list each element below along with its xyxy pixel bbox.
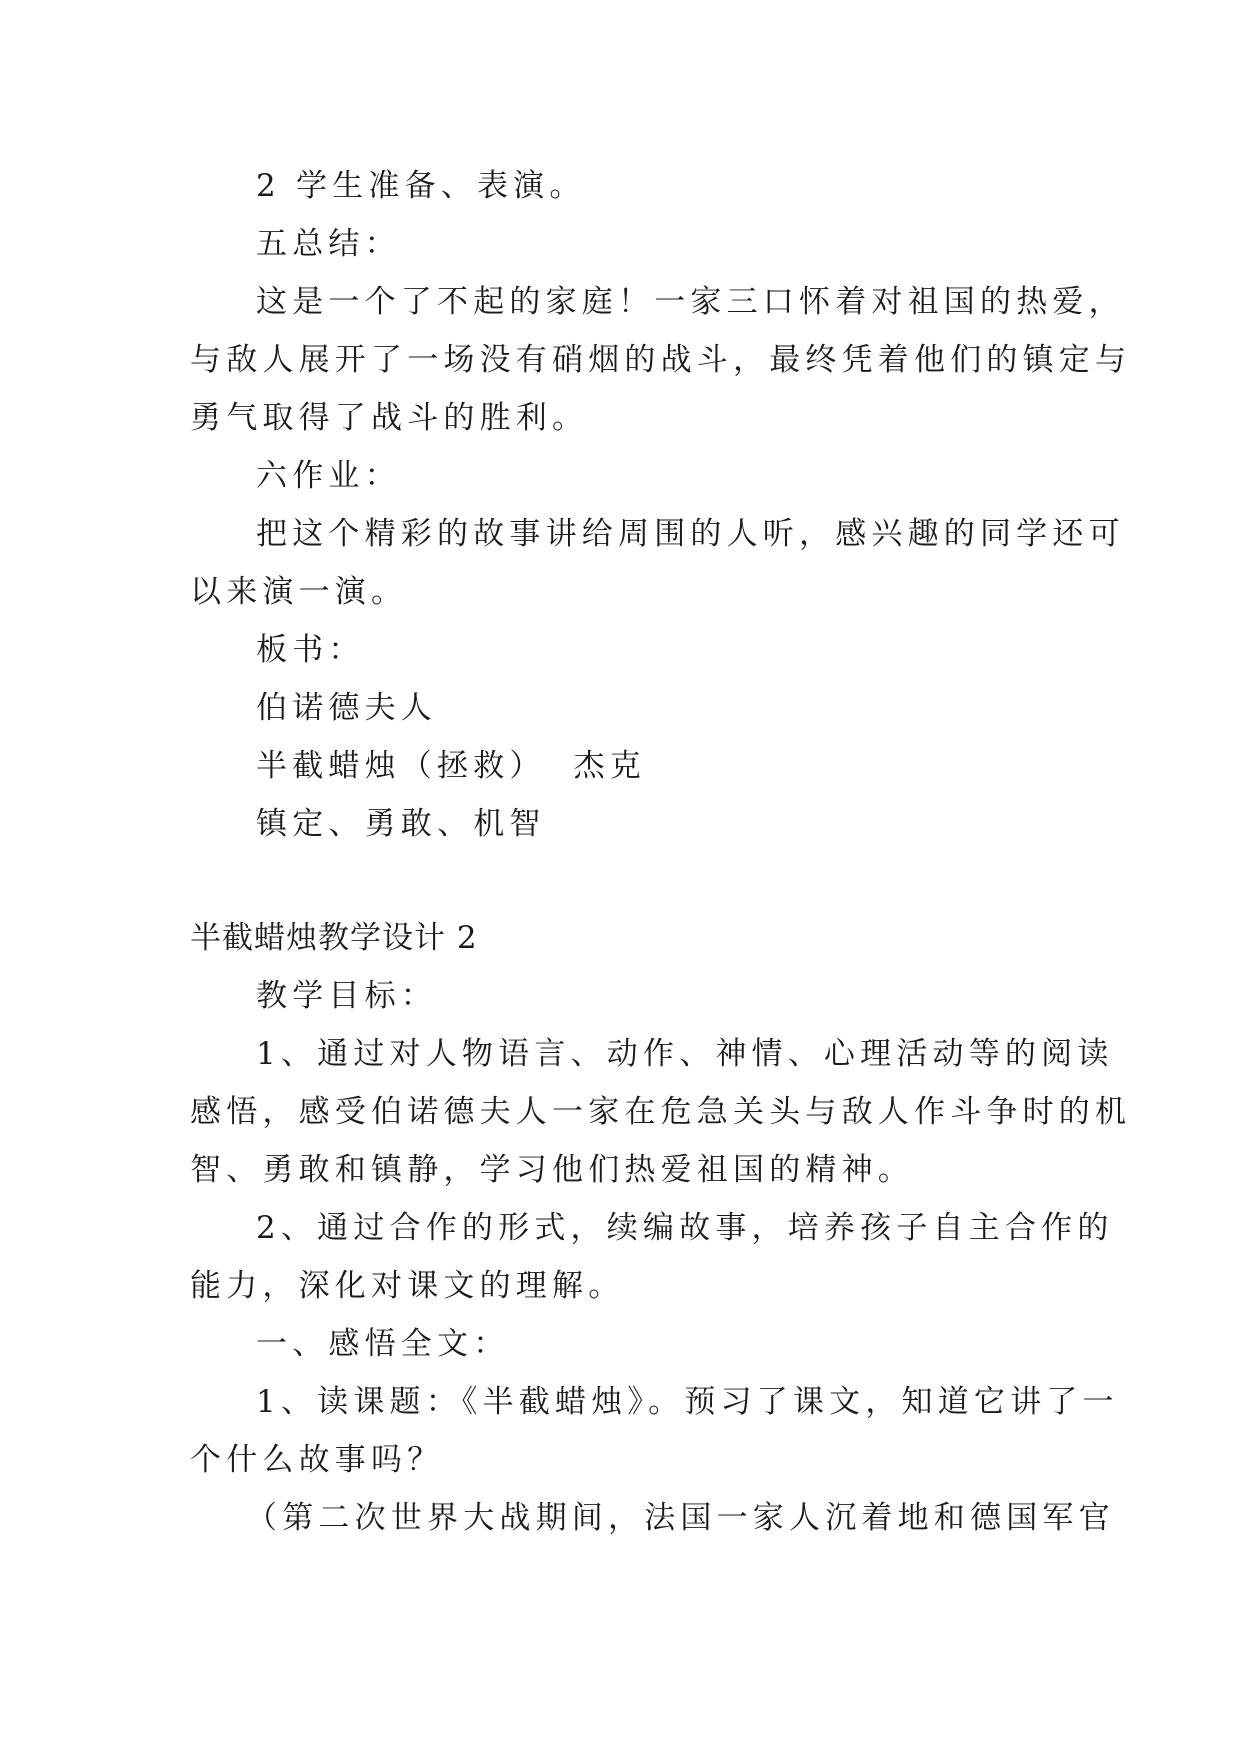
board-item: 杰克 [573,748,647,784]
document-title: 半截蜡烛教学设计 2 [190,920,478,956]
section-heading: 板书： [256,632,365,668]
text-line: 与敌人展开了一场没有硝烟的战斗，最终凭着他们的镇定与 [190,342,1132,378]
board-line: 镇定、勇敢、机智 [256,806,546,842]
board-line [256,746,1056,786]
text-line: 个什么故事吗？ [190,1442,444,1478]
text-line: 2、通过合作的形式，续编故事，培养孩子自主合作的 [256,1210,1114,1246]
text-line: 能力，深化对课文的理解。 [190,1268,625,1304]
text-line: 1、读课题：《半截蜡烛》。预习了课文，知道它讲了一 [256,1384,1119,1420]
board-line: 伯诺德夫人 [256,690,437,726]
board-item: 半截蜡烛（拯救） [256,748,546,784]
text-line: 这是一个了不起的家庭！一家三口怀着对祖国的热爱， [256,284,1125,320]
section-heading: 五总结： [256,226,401,262]
section-heading: 教学目标： [256,978,437,1014]
text-line: 2 学生准备、表演。 [256,168,586,204]
text-line: 1、通过对人物语言、动作、神情、心理活动等的阅读 [256,1036,1114,1072]
section-heading: 六作业： [256,458,401,494]
section-heading: 一、感悟全文： [256,1326,510,1362]
text-line: 以来演一演。 [190,574,408,610]
text-line: 勇气取得了战斗的胜利。 [190,400,589,436]
text-line: （第二次世界大战期间，法国一家人沉着地和德国军官 [246,1500,1115,1536]
text-line: 感悟，感受伯诺德夫人一家在危急关头与敌人作斗争时的机 [190,1094,1132,1130]
text-line: 智、勇敢和镇静，学习他们热爱祖国的精神。 [190,1152,914,1188]
text-line: 把这个精彩的故事讲给周围的人听，感兴趣的同学还可 [256,516,1125,552]
